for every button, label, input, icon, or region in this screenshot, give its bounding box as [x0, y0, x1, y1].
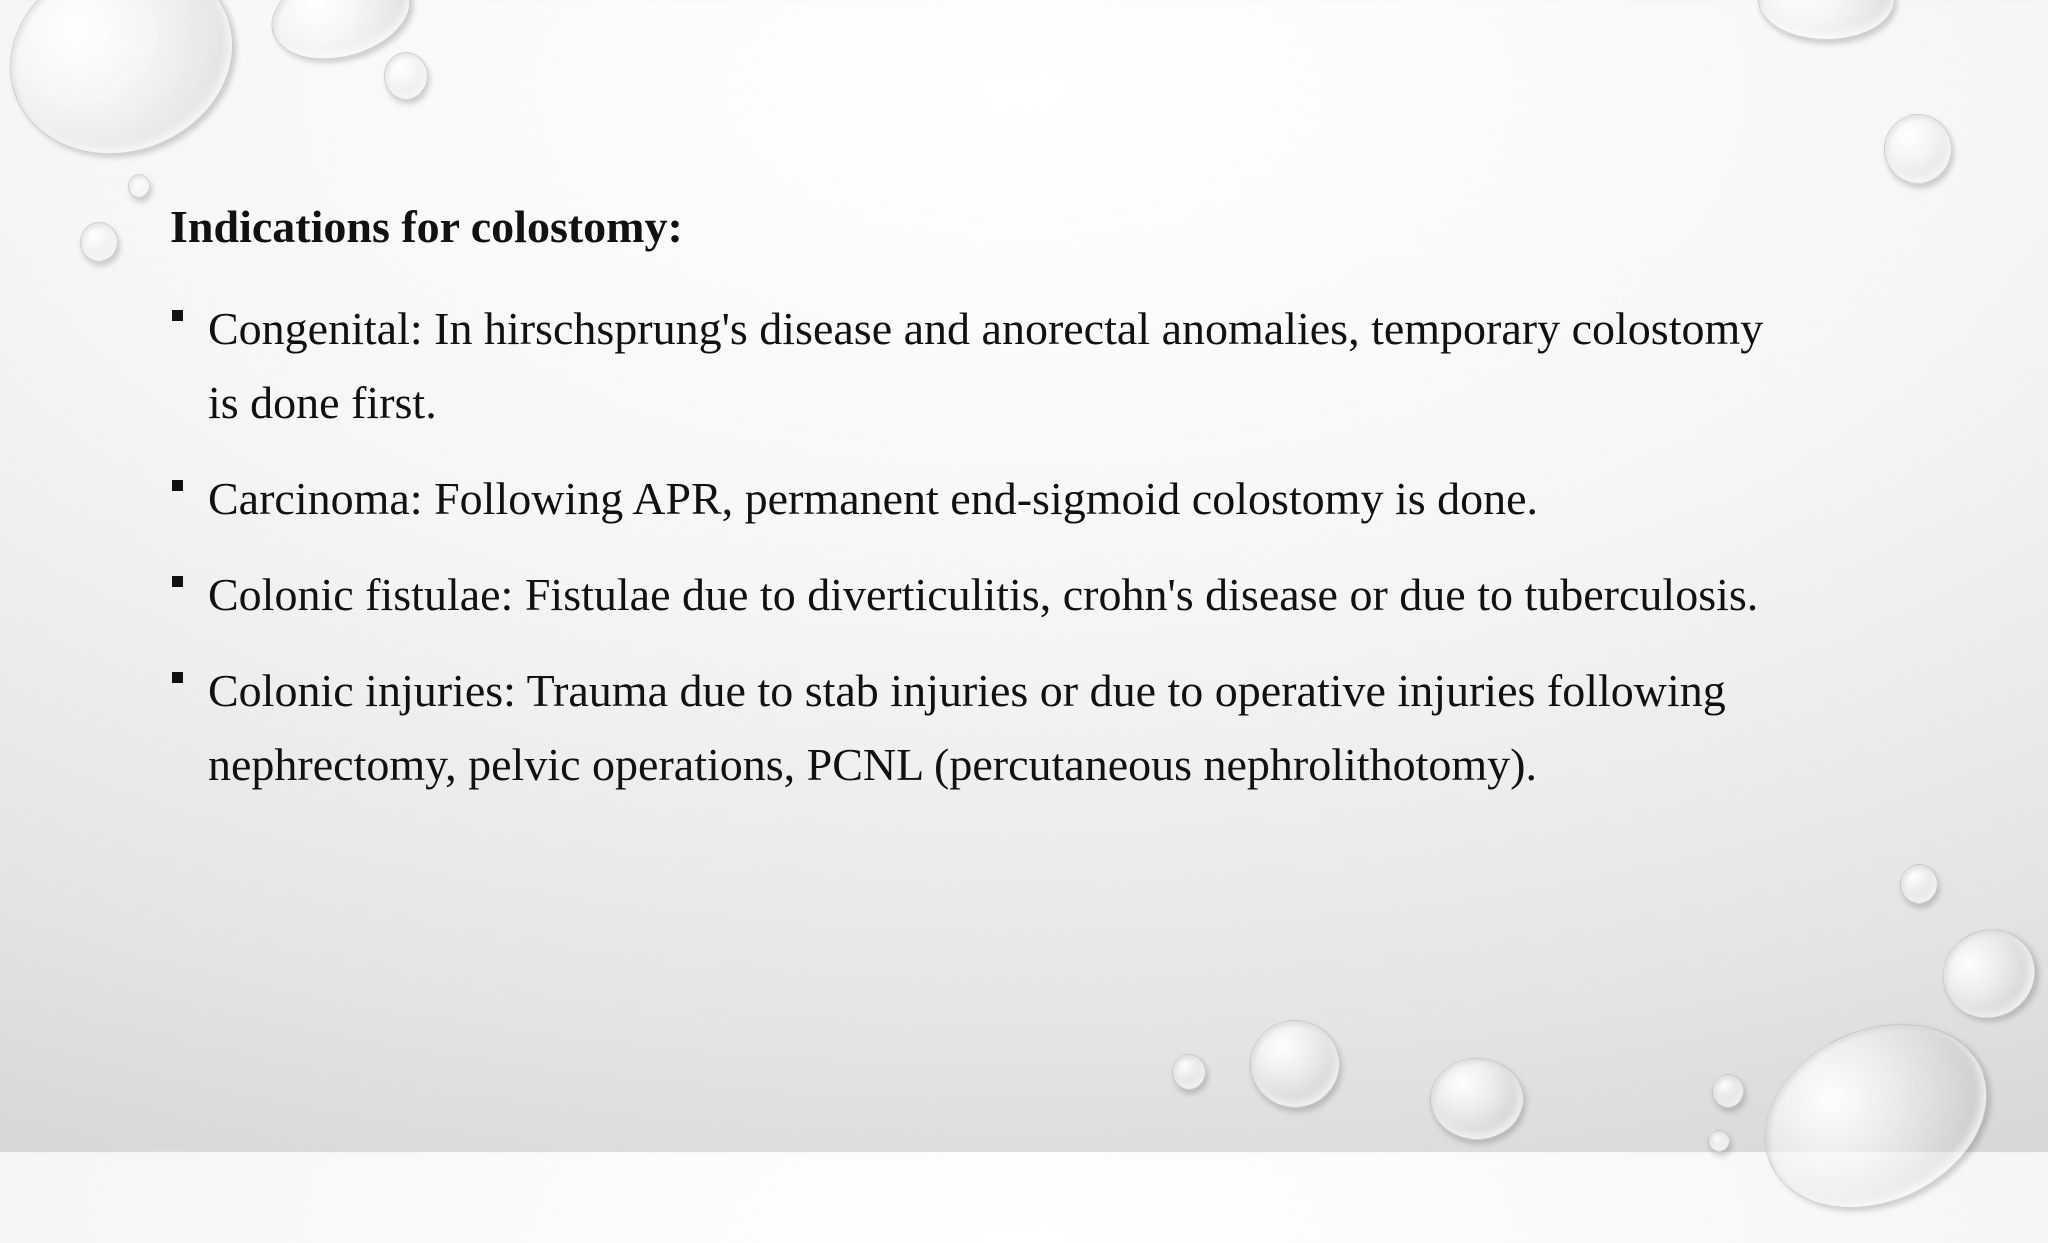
bullet-text: Carcinoma: Following APR, permanent end-sigmoid colostomy is done. — [208, 473, 1539, 524]
droplet-icon — [128, 174, 150, 198]
list-item — [170, 462, 1790, 536]
bullet-text: Congenital: In hirschsprung's disease and anorectal anomalies, temporary colostomy is done first. — [208, 303, 1764, 428]
droplet-icon — [1735, 989, 2018, 1243]
bullet-list — [170, 292, 1790, 824]
bullet-text: Colonic injuries: Trauma due to stab injuries or due to operative injuries following nephrectomy, pelvic operations, PCNL (percutaneous nephrolithotomy). — [208, 665, 1726, 790]
droplet-icon — [1884, 114, 1952, 184]
droplet-icon — [1900, 864, 1938, 904]
droplet-icon — [1172, 1054, 1206, 1090]
droplet-icon — [1708, 1130, 1730, 1152]
slide-title: Indications for colostomy: — [170, 201, 683, 252]
droplet-icon — [1928, 914, 2048, 1033]
square-bullet-icon — [172, 576, 183, 587]
list-item — [170, 292, 1790, 440]
droplet-icon — [1430, 1058, 1524, 1140]
droplet-icon — [1250, 1020, 1340, 1108]
droplet-icon — [80, 222, 118, 262]
square-bullet-icon — [172, 672, 183, 683]
list-item — [170, 654, 1790, 802]
bullet-text: Colonic fistulae: Fistulae due to diverticulitis, crohn's disease or due to tuberculosis. — [208, 569, 1759, 620]
square-bullet-icon — [172, 310, 183, 321]
droplet-icon — [384, 52, 428, 100]
droplet-icon — [1758, 0, 1895, 40]
droplet-icon — [1712, 1074, 1744, 1108]
droplet-icon — [0, 0, 261, 185]
square-bullet-icon — [172, 480, 183, 491]
list-item — [170, 558, 1790, 632]
